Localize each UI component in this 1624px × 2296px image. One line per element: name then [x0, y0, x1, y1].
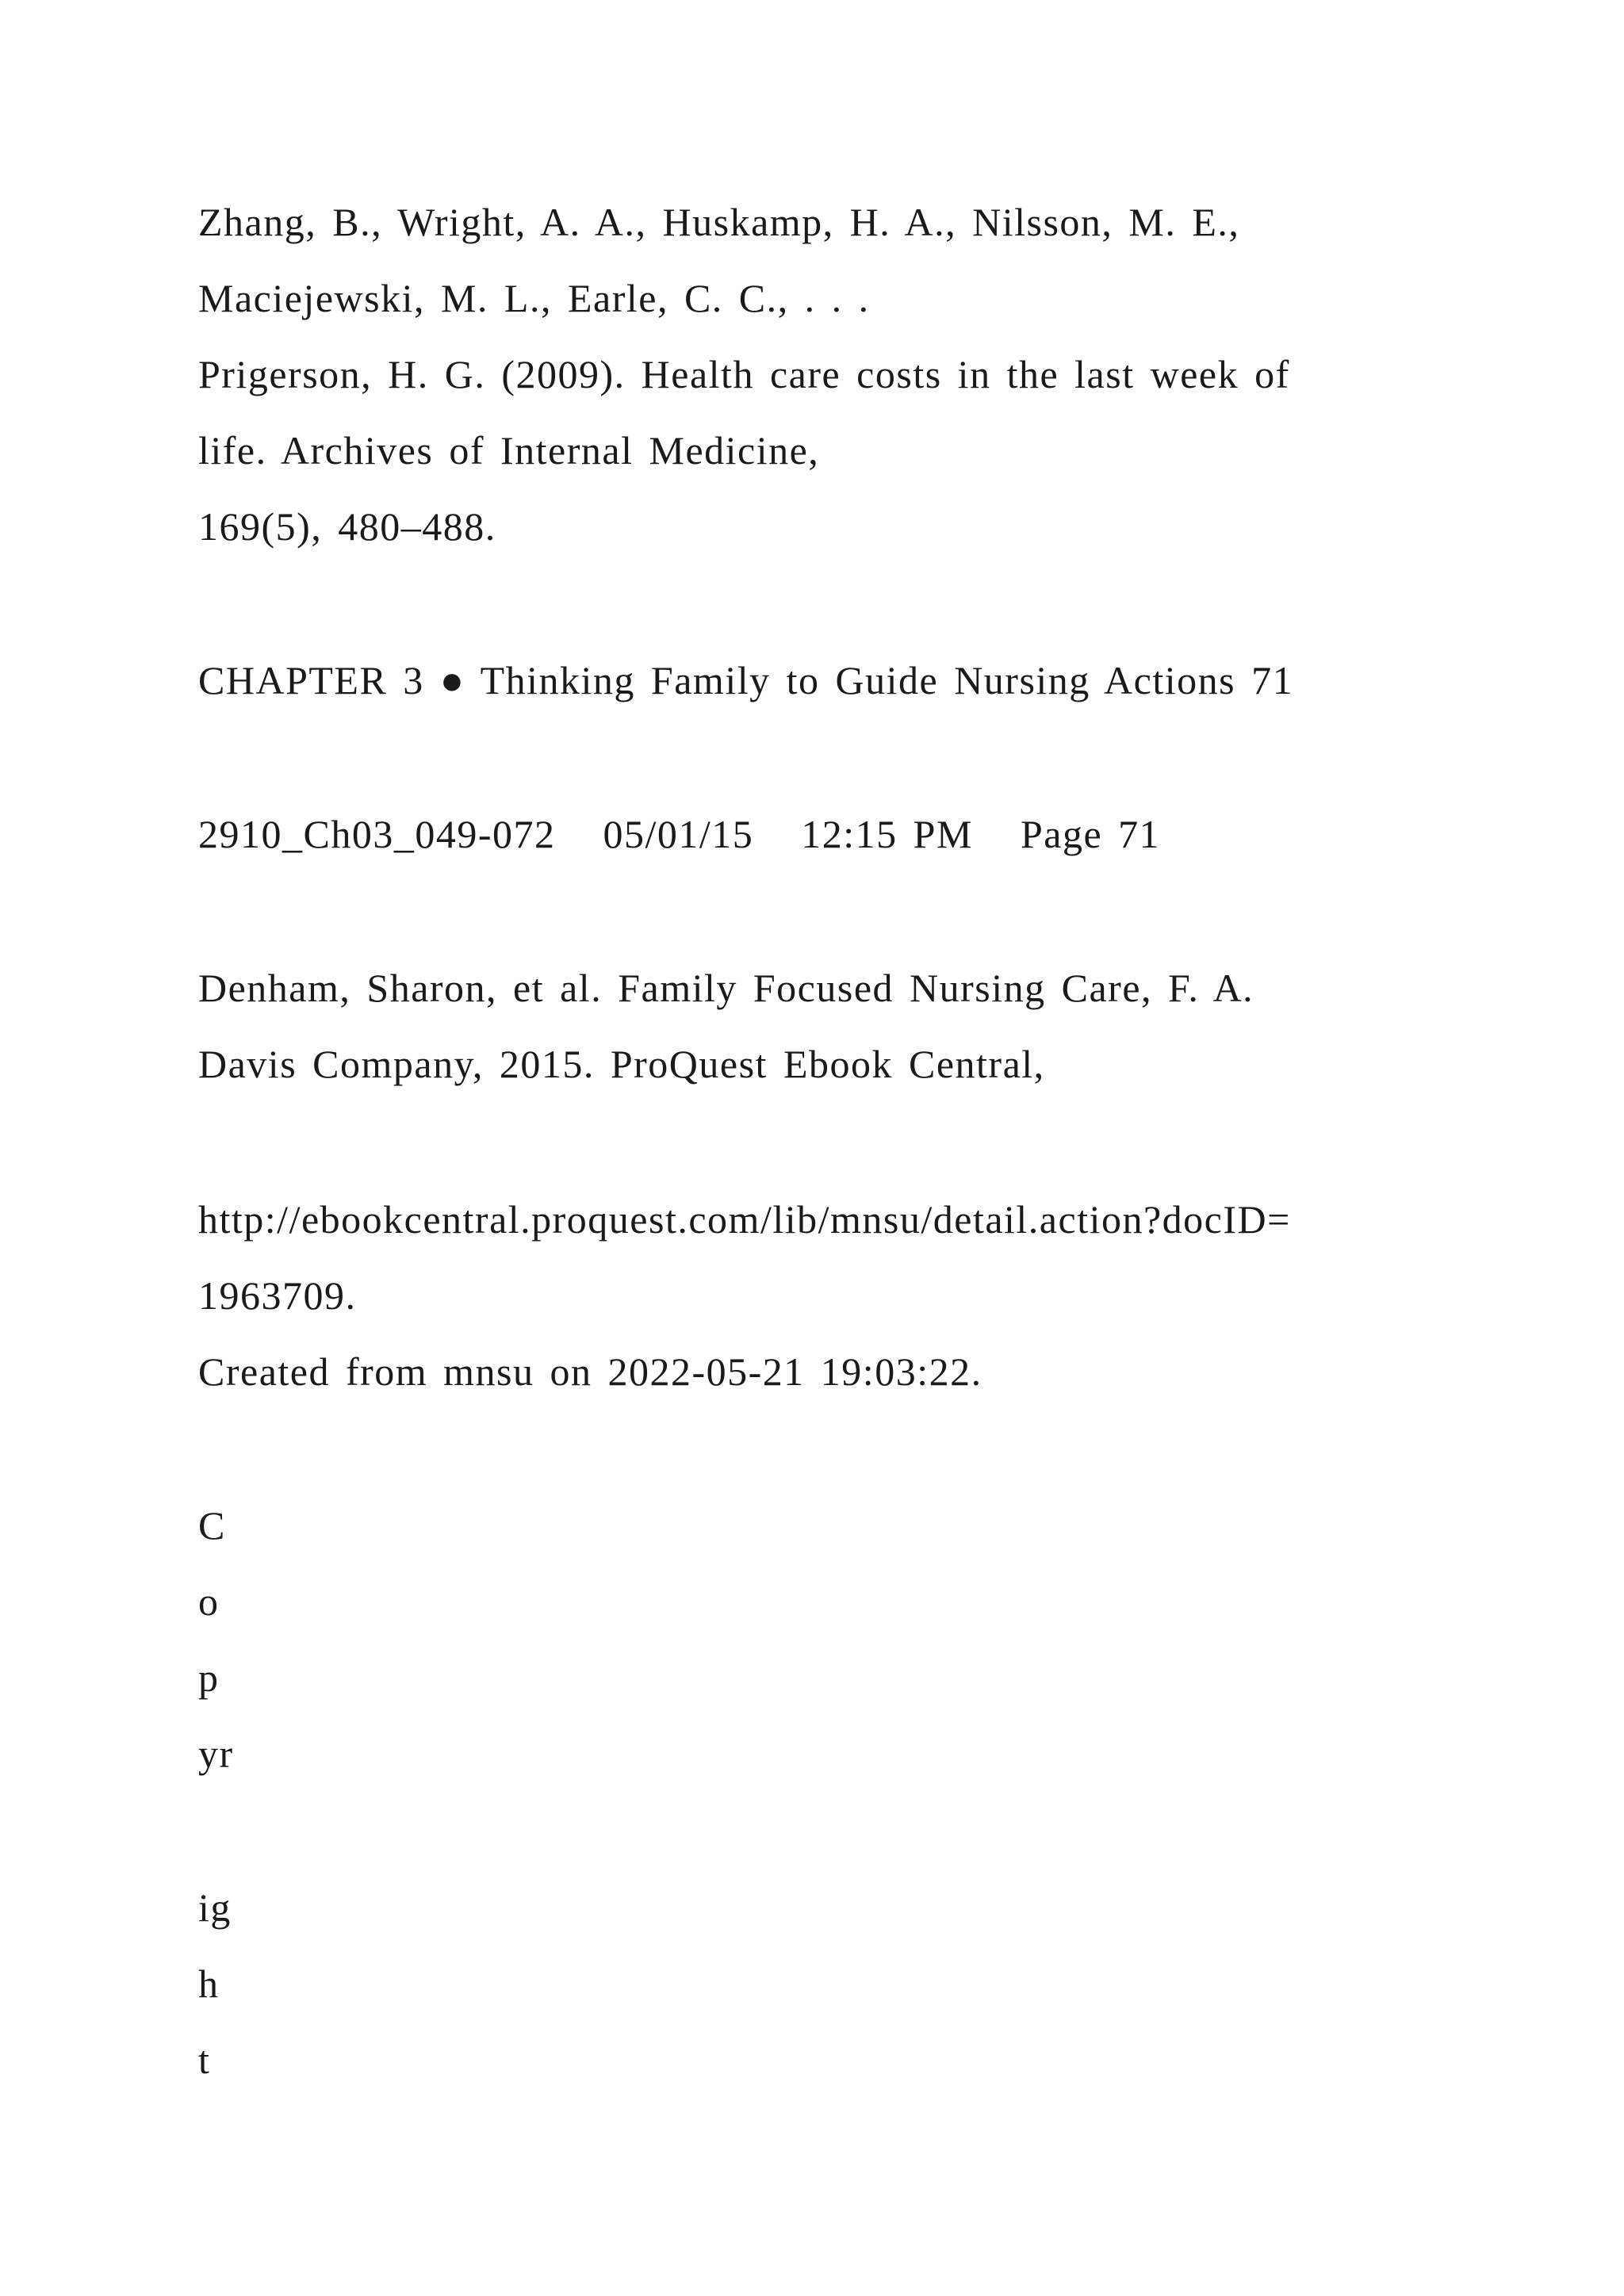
watermark-fragment: o	[198, 1579, 220, 1624]
watermark-fragment: p	[198, 1655, 220, 1700]
watermark-fragment: h	[198, 1961, 220, 2006]
reference-line-5: 169(5), 480–488.	[198, 504, 496, 549]
watermark-fragment: yr	[198, 1732, 234, 1776]
created-timestamp: Created from mnsu on 2022-05-21 19:03:22.	[198, 1349, 982, 1394]
slug-line: 2910_Ch03_049-072 05/01/15 12:15 PM Page 71	[198, 812, 1161, 856]
source-url-line-2: 1963709.	[198, 1273, 357, 1318]
citation-line-2: Davis Company, 2015. ProQuest Ebook Central,	[198, 1042, 1045, 1086]
citation-line-1: Denham, Sharon, et al. Family Focused Nursing Care, F. A.	[198, 966, 1254, 1010]
reference-line-2: Maciejewski, M. L., Earle, C. C., . . .	[198, 276, 870, 320]
watermark-fragment: ig	[198, 1885, 232, 1930]
reference-line-4: life. Archives of Internal Medicine,	[198, 428, 820, 473]
reference-line-3: Prigerson, H. G. (2009). Health care costs in the last week of	[198, 352, 1290, 396]
watermark-fragment: t	[198, 2038, 211, 2082]
running-header: CHAPTER 3 ● Thinking Family to Guide Nursing Actions 71	[198, 658, 1294, 702]
watermark-fragment: C	[198, 1503, 226, 1548]
source-url-line-1: http://ebookcentral.proquest.com/lib/mnsu/detail.action?docID=	[198, 1197, 1291, 1242]
reference-line-1: Zhang, B., Wright, A. A., Huskamp, H. A., Nilsson, M. E.,	[198, 200, 1240, 244]
